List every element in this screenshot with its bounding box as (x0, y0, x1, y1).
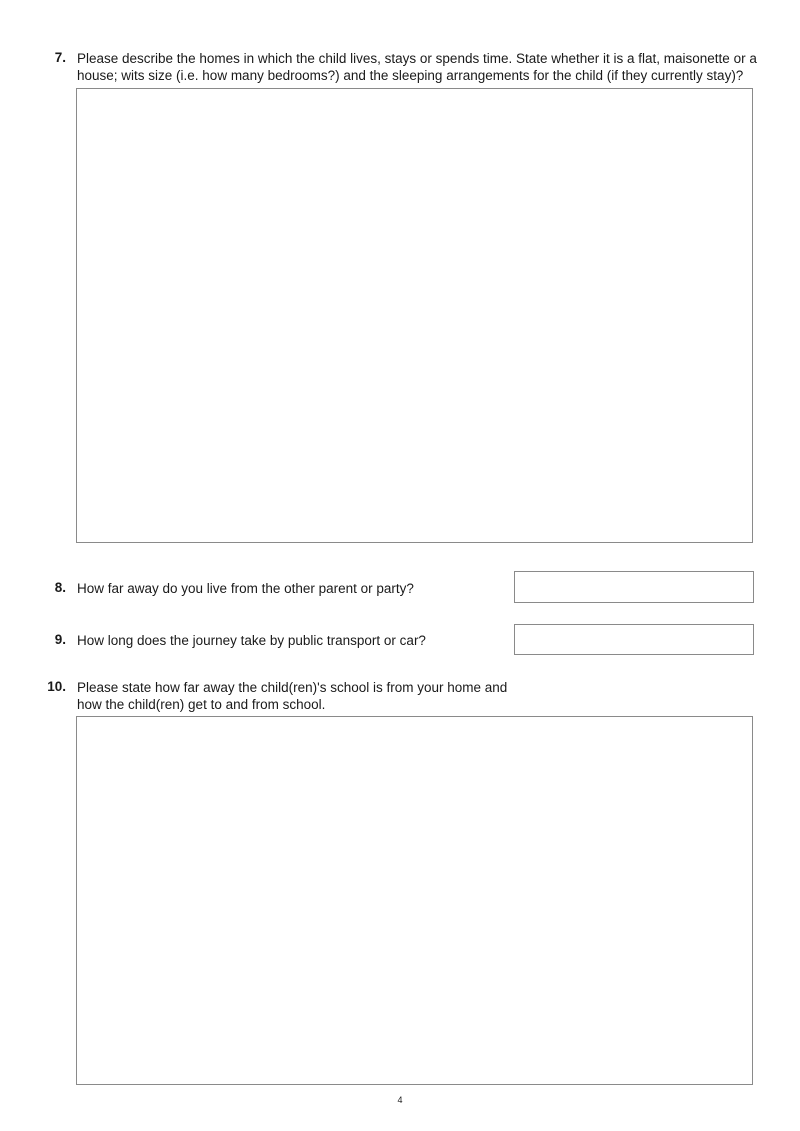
question-text-line: how the child(ren) get to and from school. (77, 697, 326, 712)
question-text: How far away do you live from the other parent or party? (77, 581, 414, 596)
journey-time-input[interactable] (514, 624, 754, 655)
school-distance-textarea[interactable] (76, 716, 753, 1085)
homes-description-textarea[interactable] (76, 88, 753, 543)
question-text (77, 679, 507, 713)
question-number: 7. (54, 50, 66, 65)
question-text: How long does the journey take by public transport or car? (77, 633, 426, 648)
page-number: 4 (397, 1095, 403, 1105)
question-number: 10. (47, 679, 66, 694)
question-text-line: house; wits size (i.e. how many bedrooms?) and the sleeping arrangements for the child (if they currently stay)? (77, 68, 744, 83)
question-number: 8. (54, 580, 66, 595)
question-text-line: Please describe the homes in which the child lives, stays or spends time. State whether it is a flat, maisonette or a (77, 51, 757, 66)
question-number: 9. (54, 632, 66, 647)
distance-to-other-parent-input[interactable] (514, 571, 754, 603)
question-text (77, 50, 757, 84)
question-text-line: Please state how far away the child(ren)'s school is from your home and (77, 680, 508, 695)
